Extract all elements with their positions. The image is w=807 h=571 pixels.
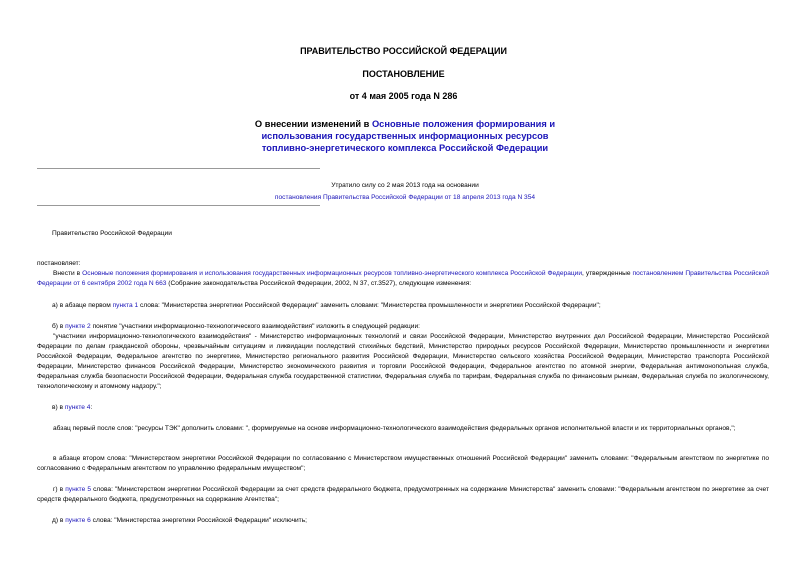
lost-force-note [200,180,610,204]
document-title [200,118,610,154]
item-a-link[interactable]: пункта 1 [112,302,139,309]
item-v-paragraph-1: абзац первый после слов: "ресурсы ТЭК" дополнить словами: ", формируемые на основе информационно-технологического взаимодействия федеральных органов исполнительной власти и их территориальных органов,"; [53,425,736,432]
lost-force-link[interactable]: постановления Правительства Российской Федерации от 18 апреля 2013 года N 354 [274,194,536,201]
item-v-link[interactable]: пункте 4 [64,404,91,411]
intro-text-c: (Собрание законодательства Российской Федерации, 2002, N 37, ст.3527), следующие изменения: [166,280,472,287]
item-g-text-2: слова: "Министерством энергетики Российской Федерации за счет средств федерального бюджета, предусмотренных на содержание Министерства" заменить словами: "Федеральным агентством по энергетике за счет средств федерального бюджета, предусмотренных на содержание Агентства"; [37,486,769,503]
item-d-link[interactable]: пункте 6 [65,517,91,524]
intro-paragraph [37,269,769,289]
intro-text-a: Внести в [53,270,83,277]
government-heading: ПРАВИТЕЛЬСТВО РОССИЙСКОЙ ФЕДЕРАЦИИ [300,46,507,56]
item-b-text-2: понятие "участники информационно-технологического взаимодействия" изложить в следующей редакции: [90,323,420,330]
intro-text-b: , утвержденные [582,270,633,277]
item-g-text-1: г) в [53,486,66,493]
title-link-line1[interactable]: Основные положения формирования и [371,119,556,129]
intro-link-decree[interactable]: постановлением [632,270,684,277]
item-v-text-2: : [90,404,93,411]
divider-top [37,168,320,169]
item-d-text-1: д) в [52,517,66,524]
divider-bottom [37,205,320,206]
intro-link-decree-663[interactable]: Правительства Российской Федерации от 6 сентября 2002 года N 663 [37,270,769,287]
intro-link-regulations[interactable]: Основные положения формирования и использования государственных информационных ресурсов топливно-энергетического комплекса Российской Федерации [82,270,583,277]
item-v [52,403,772,413]
item-b [52,322,772,332]
title-link-line2[interactable]: использования государственных информационных ресурсов [261,131,549,141]
government-line: Правительство Российской Федерации [52,230,172,237]
item-a [52,301,772,311]
document-type-heading: ПОСТАНОВЛЕНИЕ [362,69,445,79]
lost-force-text: Утратило силу со 2 мая 2013 года на основании [331,182,479,189]
item-v-paragraph-2: в абзаце втором слова: "Министерством энергетики Российской Федерации по согласованию с Министерством имущественных отношений Российской Федерации" заменить словами: "Федеральным агентством по энергетике по согласованию с Федеральным агентством по управлению федеральным имуществом"; [37,455,769,472]
item-b-quote: "участники информационно-технологического взаимодействия" - Министерство информационных технологий и связи Российской Федерации, Министерство внутренних дел Российской Федерации, Министерство Российской Федерации по делам гражданской обороны, чрезвычайным ситуациям и ликвидации последствий стихийных бедствий, Министерство природных ресурсов Российской Федерации, Министерство промышленности и энергетики Российской Федерации, Федеральное агентство по энергетике, Министерство регионального развития Российской Федерации, Министерство сельского хозяйства Российской Федерации, Министерство транспорта Российской Федерации, Министерство финансов Российской Федерации, Министерство экономического развития и торговли Российской Федерации, Федеральное агентство по атомной энергии, Федеральная антимонопольная служба, Федеральная служба безопасности Российской Федерации, Федеральная служба государственной статистики, Федеральная служба по тарифам, Федеральная служба по финансовым рынкам, Федеральная служба по экологическому, технологическому и атомному надзору."; [37,333,769,390]
item-a-text-1: а) в абзаце первом [52,302,113,309]
title-prefix: О внесении изменений в [254,119,372,129]
item-a-text-2: слова: "Министерства энергетики Российской Федерации" заменить словами: "Министерства промышленности и энергетики Российской Федерации"; [138,302,601,309]
item-g-link[interactable]: пункте 5 [65,486,92,493]
item-v-text-1: в) в [52,404,65,411]
decrees-line: постановляет: [37,260,81,267]
title-link-line3[interactable]: топливно-энергетического комплекса Российской Федерации [261,143,549,153]
document-date-number: от 4 мая 2005 года N 286 [349,91,458,101]
item-b-link[interactable]: пункте 2 [65,323,91,330]
item-d-text-2: слова: "Министерства энергетики Российской Федерации" исключить; [90,517,307,524]
item-g [37,485,769,505]
item-b-text-1: б) в [52,323,66,330]
item-d [52,516,772,526]
